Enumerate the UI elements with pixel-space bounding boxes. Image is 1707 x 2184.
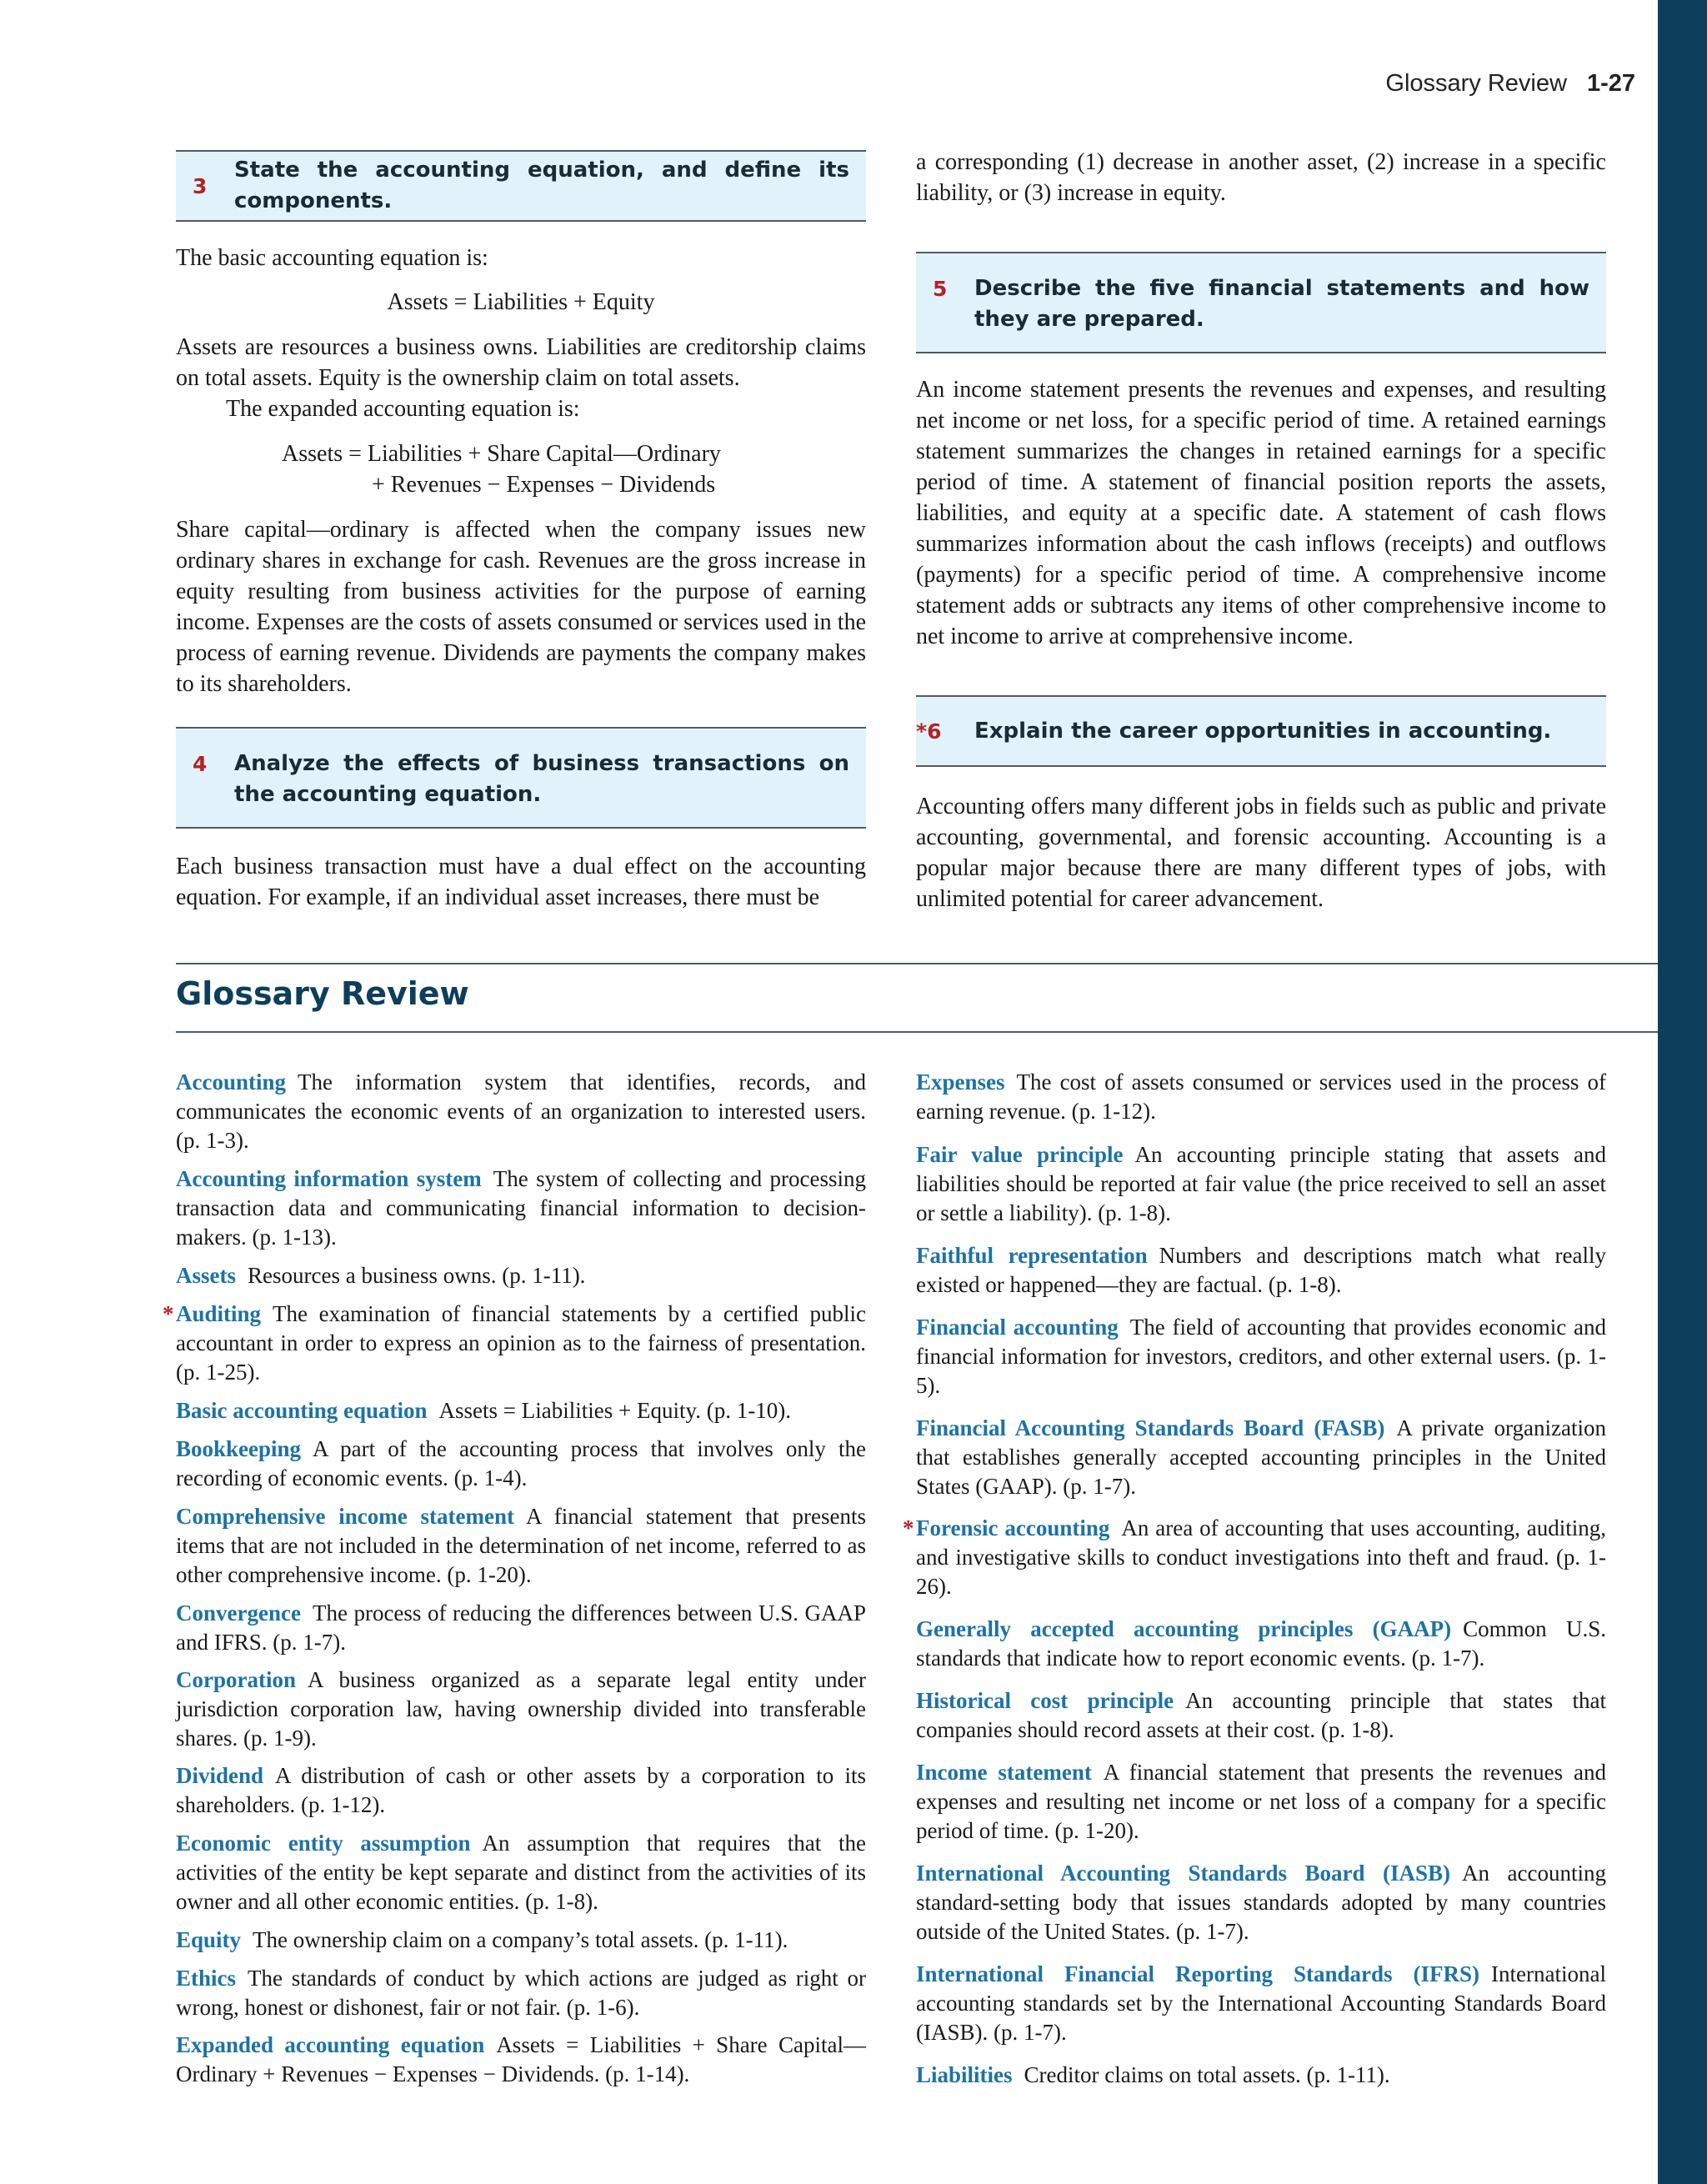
glossary-term: Corporation [176, 1667, 296, 1692]
new-term-star: * [163, 1301, 174, 1326]
glossary-term: Dividend [176, 1763, 264, 1788]
objective-number-value: 6 [927, 719, 942, 744]
basic-equation: Assets = Liabilities + Equity [387, 289, 655, 315]
glossary-entry [176, 1964, 866, 2022]
glossary-term: Ethics [176, 1966, 237, 1991]
glossary-term: Bookkeeping [176, 1436, 302, 1461]
page-edge-bar [1658, 0, 1707, 2184]
glossary-term: Convergence [176, 1600, 301, 1625]
glossary-definition: Assets = Liabilities + Share Capital—Ordinary + Revenues − Expenses − Dividends. (p. 1-14). [176, 2032, 866, 2086]
glossary-definition: A private organization that establishes generally accepted accounting principles in the United States (GAAP). (p. 1-7). [916, 1415, 1606, 1499]
glossary-term: Expanded accounting equation [176, 2032, 485, 2057]
glossary-entry [916, 1615, 1606, 1673]
glossary-definition: A financial statement that presents the revenues and expenses and resulting net income or net loss of a company for a specific period of time. (p. 1-20). [916, 1760, 1606, 1843]
glossary-entry [916, 1140, 1606, 1228]
glossary-term: Equity [176, 1927, 242, 1952]
glossary-term: Forensic accounting [916, 1515, 1110, 1540]
glossary-entry [916, 1960, 1606, 2047]
glossary-entry [176, 1396, 866, 1425]
objective-title: Explain the career opportunities in accounting. [974, 718, 1552, 744]
glossary-definition: An accounting principle that states that companies should record assets at their cost. (p. 1-8). [916, 1688, 1606, 1742]
glossary-definition: The field of accounting that provides economic and financial information for investors, creditors, and other external users. (p. 1-5). [916, 1315, 1606, 1398]
glossary-definition: Assets = Liabilities + Equity. (p. 1-10). [438, 1398, 791, 1423]
financial-statements-paragraph: An income statement presents the revenues and expenses, and resulting net income or net loss, for a specific period of time. A retained earnings statement summarizes the changes in retained earnings for a specific period of time. A statement of financial position reports the assets, liabilities, and equity at a specific date. A statement of cash flows summarizes information about the cash inflows (receipts) and outflows (payments) for a specific period of time. A comprehensive income statement adds or subtracts any items of other comprehensive income to net income to arrive at comprehensive income. [916, 377, 1606, 649]
objective-5-box [916, 252, 1606, 353]
glossary-definition: The process of reducing the differences between U.S. GAAP and IFRS. (p. 1-7). [176, 1600, 866, 1655]
glossary-definition: Common U.S. standards that indicate how to report economic events. (p. 1-7). [916, 1616, 1606, 1671]
objective-number: 3 [193, 173, 208, 198]
glossary-definition: The information system that identifies, records, and communicates the economic events of an organization to interested users. (p. 1-3). [176, 1069, 866, 1153]
glossary-definition: An area of accounting that uses accounting, auditing, and investigative skills to conduct investigations into theft and fraud. (p. 1-26). [916, 1515, 1606, 1599]
running-head [1385, 70, 1635, 98]
glossary-term: Assets [176, 1263, 236, 1288]
expanded-equation-line-2: + Revenues − Expenses − Dividends [372, 472, 716, 498]
glossary-entry [916, 1414, 1606, 1501]
glossary-term: Financial accounting [916, 1315, 1119, 1340]
career-paragraph: Accounting offers many different jobs in fields such as public and private accounting, governmental, and forensic accounting. Accounting is a popular major because there are many different types of jobs, with unlimited potential for career advancement. [916, 794, 1606, 912]
glossary-term: Auditing [176, 1301, 262, 1326]
objective-title: Analyze the effects of business transactions on the accounting equation. [234, 751, 849, 807]
glossary-definition: Creditor claims on total assets. (p. 1-11). [1024, 2062, 1390, 2087]
glossary-bottom-rule [176, 1031, 1658, 1033]
glossary-term: International Accounting Standards Board (IASB) [916, 1861, 1451, 1886]
glossary-entry [176, 1926, 866, 1955]
glossary-definition: Numbers and descriptions match what really existed or happened—they are factual. (p. 1-8). [916, 1243, 1606, 1297]
glossary-definition: International accounting standards set by the International Accounting Standards Board (IASB). (p. 1-7). [916, 1961, 1606, 2045]
glossary-top-rule [176, 963, 1658, 964]
glossary-definition: The standards of conduct by which actions are judged as right or wrong, honest or dishonest, fair or not fair. (p. 1-6). [176, 1966, 866, 2020]
glossary-term: International Financial Reporting Standards (IFRS) [916, 1961, 1480, 1986]
glossary-entry [176, 1165, 866, 1252]
glossary-entry [163, 1300, 866, 1387]
new-term-star: * [903, 1515, 914, 1540]
objective-title: Describe the five financial statements and how they are prepared. [974, 276, 1589, 332]
share-capital-paragraph: Share capital—ordinary is affected when the company issues new ordinary shares in exchange for cash. Revenues are the gross increase in equity resulting from business activities for the purpose of earning income. Expenses are the costs of assets consumed or services used in the process of earning revenue. Dividends are payments the company makes to its shareholders. [176, 517, 866, 697]
glossary-term: Basic accounting equation [176, 1398, 428, 1423]
objective-number: 5 [933, 277, 948, 301]
expanded-equation-intro: The expanded accounting equation is: [226, 396, 580, 422]
glossary-entry [903, 1514, 1606, 1601]
glossary-entry [916, 1758, 1606, 1846]
dual-effect-continued: a corresponding (1) decrease in another asset, (2) increase in a specific liability, or (3) increase in equity. [916, 149, 1606, 206]
glossary-definition: A part of the accounting process that involves only the recording of economic events. (p. 1-4). [176, 1436, 866, 1490]
glossary-definition: An assumption that requires that the activities of the entity be kept separate and distinct from the activities of its owner and all other economic entities. (p. 1-8). [176, 1831, 866, 1914]
glossary-entry [916, 1068, 1606, 1126]
glossary-entry [176, 2031, 866, 2089]
glossary-definition: The system of collecting and processing transaction data and communicating financial information to decision-makers. (p. 1-13). [176, 1166, 866, 1250]
glossary-entry [176, 1599, 866, 1657]
glossary-entry [176, 1502, 866, 1590]
objective-4-box [176, 727, 866, 829]
page-number: 1-27 [1586, 70, 1635, 97]
glossary-entry [176, 1261, 866, 1290]
glossary-entry [176, 1435, 866, 1493]
assets-definition: Assets are resources a business owns. Liabilities are creditorship claims on total assets. Equity is the ownership claim on total assets. [176, 334, 866, 391]
basic-equation-intro: The basic accounting equation is: [176, 245, 488, 271]
glossary-entry [176, 1666, 866, 1753]
objective-title: State the accounting equation, and define its components. [234, 158, 849, 213]
glossary-term: Liabilities [916, 2062, 1013, 2087]
glossary-term: Faithful representation [916, 1243, 1148, 1268]
glossary-term: Income statement [916, 1760, 1092, 1785]
running-head-section: Glossary Review [1385, 70, 1567, 97]
glossary-definition: An accounting standard-setting body that issues standards adopted by many countries outside of the United States. (p. 1-7). [916, 1861, 1606, 1944]
glossary-term: Financial Accounting Standards Board (FASB) [916, 1415, 1385, 1440]
glossary-entry [916, 2061, 1606, 2090]
glossary-entry [176, 1068, 866, 1155]
glossary-entry [176, 1829, 866, 1916]
glossary-entry [176, 1761, 866, 1820]
glossary-term: Accounting information system [176, 1166, 482, 1191]
glossary-term: Comprehensive income statement [176, 1504, 514, 1529]
dual-effect-paragraph: Each business transaction must have a dual effect on the accounting equation. For example, if an individual asset increases, there must be [176, 854, 866, 910]
glossary-definition: A financial statement that presents items that are not included in the determination of net income, referred to as other comprehensive income. (p. 1-20). [176, 1504, 866, 1587]
glossary-definition: An accounting principle stating that assets and liabilities should be reported at fair value (the price received to sell an asset or settle a liability). (p. 1-8). [916, 1142, 1606, 1225]
glossary-term: Historical cost principle [916, 1688, 1174, 1713]
glossary-entry [916, 1859, 1606, 1946]
glossary-definition: Resources a business owns. (p. 1-11). [248, 1263, 586, 1288]
glossary-term: Fair value principle [916, 1142, 1124, 1167]
glossary-definition: The ownership claim on a company’s total assets. (p. 1-11). [253, 1927, 788, 1952]
glossary-term: Economic entity assumption [176, 1831, 471, 1856]
glossary-entry [916, 1313, 1606, 1400]
glossary-entry [916, 1241, 1606, 1300]
objective-6-box [916, 695, 1606, 767]
glossary-term: Generally accepted accounting principles (GAAP) [916, 1616, 1452, 1641]
glossary-entry [916, 1686, 1606, 1745]
glossary-term: Accounting [176, 1069, 287, 1095]
glossary-term: Expenses [916, 1069, 1005, 1095]
objective-3-box [176, 150, 866, 222]
glossary-definition: A distribution of cash or other assets by a corporation to its shareholders. (p. 1-12). [176, 1763, 866, 1817]
new-objective-star: * [916, 719, 928, 744]
objective-number [916, 716, 974, 747]
objective-number: 4 [193, 752, 208, 776]
glossary-title: Glossary Review [176, 975, 469, 1012]
glossary-definition: The examination of financial statements by a certified public accountant in order to express an opinion as to the fairness of presentation. (p. 1-25). [176, 1301, 866, 1385]
glossary-definition: A business organized as a separate legal entity under jurisdiction corporation law, having ownership divided into transferable shares. (p. 1-9). [176, 1667, 866, 1751]
expanded-equation-line-1: Assets = Liabilities + Share Capital—Ordinary [282, 441, 721, 467]
glossary-definition: The cost of assets consumed or services used in the process of earning revenue. (p. 1-12). [916, 1069, 1606, 1124]
